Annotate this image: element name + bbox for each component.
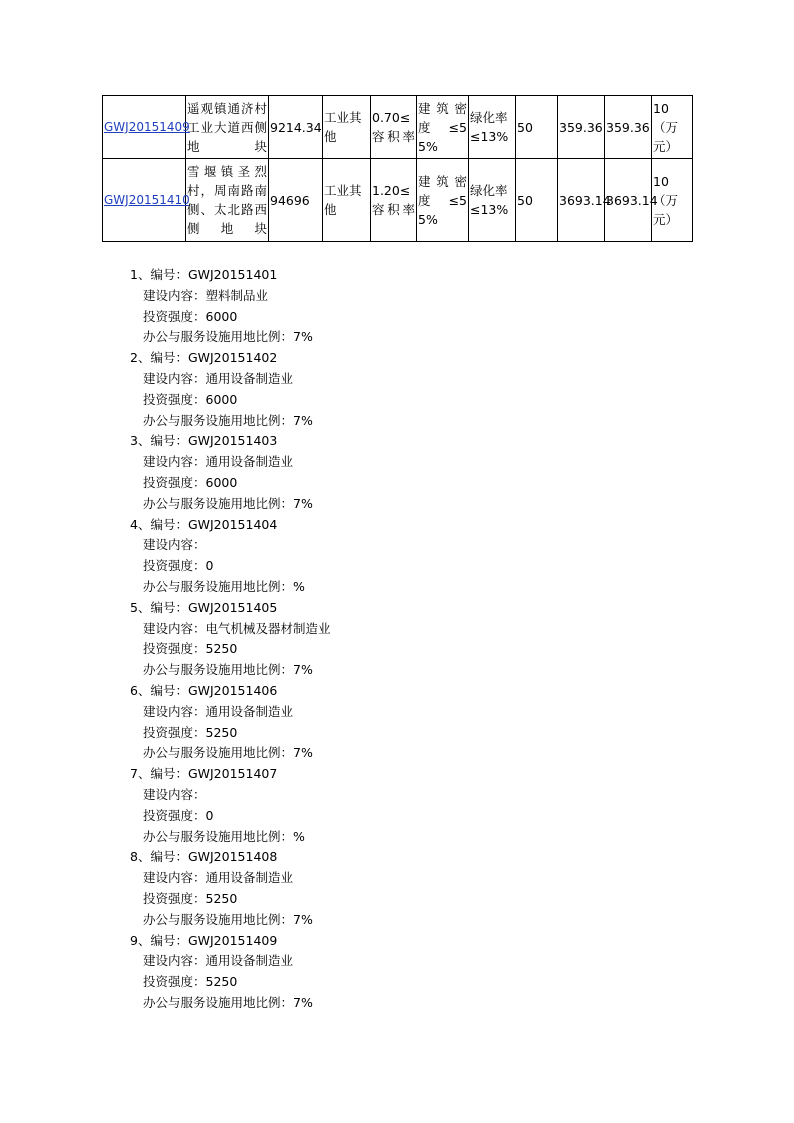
item-office-ratio: 办公与服务设施用地比例：7% — [143, 412, 313, 428]
parcel-code-cell[interactable] — [103, 96, 190, 159]
item-content: 建设内容：电气机械及器材制造业 — [143, 620, 331, 636]
item-code: 2、编号：GWJ20151402 — [130, 350, 278, 366]
parcel-density: 建筑密度≤55% — [417, 96, 469, 159]
parcel-code-link[interactable]: GWJ20151410 — [104, 193, 190, 207]
item-content: 建设内容：塑料制品业 — [143, 287, 269, 303]
item-office-ratio: 办公与服务设施用地比例：7% — [143, 994, 313, 1010]
parcel-location: 遥观镇通济村工业大道西侧地块 — [186, 96, 269, 159]
parcel-price: 3693.14 — [558, 159, 605, 242]
item-investment: 投资强度：0 — [143, 807, 214, 823]
item-code: 1、编号：GWJ20151401 — [130, 267, 278, 282]
item-office-ratio: 办公与服务设施用地比例：7% — [143, 745, 313, 761]
list-item — [130, 681, 331, 764]
item-investment: 投资强度：6000 — [143, 308, 238, 324]
parcel-area: 94696 — [269, 159, 323, 242]
parcel-area: 9214.34 — [269, 96, 323, 159]
item-investment: 投资强度：0 — [143, 558, 214, 574]
item-code: 6、编号：GWJ20151406 — [130, 682, 278, 698]
item-content: 建设内容：通用设备制造业 — [143, 370, 294, 386]
item-office-ratio: 办公与服务设施用地比例：% — [143, 828, 305, 844]
item-investment: 投资强度：5250 — [143, 890, 238, 906]
item-code: 4、编号：GWJ20151404 — [130, 516, 278, 532]
item-office-ratio: 办公与服务设施用地比例：7% — [143, 911, 313, 927]
table-row — [103, 159, 693, 242]
item-content: 建设内容：通用设备制造业 — [143, 703, 294, 719]
item-content: 建设内容：通用设备制造业 — [143, 454, 294, 470]
item-investment: 投资强度：5250 — [143, 724, 238, 740]
parcel-code-link[interactable]: GWJ20151409 — [104, 120, 190, 134]
item-content: 建设内容：通用设备制造业 — [143, 870, 294, 886]
item-content: 建设内容： — [143, 786, 206, 802]
item-code: 5、编号：GWJ20151405 — [130, 599, 278, 615]
item-content: 建设内容： — [143, 537, 206, 553]
item-content: 建设内容：通用设备制造业 — [143, 953, 294, 969]
parcel-details-list — [130, 265, 331, 1014]
item-office-ratio: 办公与服务设施用地比例：7% — [143, 495, 313, 511]
item-investment: 投资强度：6000 — [143, 391, 238, 407]
item-code: 3、编号：GWJ20151403 — [130, 433, 278, 449]
item-investment: 投资强度：5250 — [143, 974, 238, 990]
parcel-location: 雪堰镇圣烈村，周南路南侧、太北路西侧地块 — [186, 159, 269, 242]
parcel-price: 359.36 — [605, 96, 652, 159]
parcel-price: 359.36 — [558, 96, 605, 159]
list-item — [130, 431, 331, 514]
list-item — [130, 265, 331, 348]
parcel-years: 50 — [516, 159, 558, 242]
list-item — [130, 348, 331, 431]
table-row — [103, 96, 693, 159]
item-code: 7、编号：GWJ20151407 — [130, 766, 278, 782]
parcel-use: 工业其他 — [323, 159, 371, 242]
list-item — [130, 598, 331, 681]
parcel-table — [102, 95, 693, 242]
item-office-ratio: 办公与服务设施用地比例：% — [143, 578, 305, 594]
parcel-years: 50 — [516, 96, 558, 159]
list-item — [130, 931, 331, 1014]
parcel-plot-ratio: 1.20≤容积率 — [371, 159, 417, 242]
parcel-green-rate: 绿化率≤13% — [469, 96, 516, 159]
item-code: 9、编号：GWJ20151409 — [130, 932, 278, 948]
item-office-ratio: 办公与服务设施用地比例：7% — [143, 329, 313, 345]
item-office-ratio: 办公与服务设施用地比例：7% — [143, 662, 313, 678]
parcel-price: 3693.14 — [605, 159, 652, 242]
item-code: 8、编号：GWJ20151408 — [130, 849, 278, 865]
list-item — [130, 764, 331, 847]
item-investment: 投资强度：5250 — [143, 641, 238, 657]
parcel-density: 建筑密度≤55% — [417, 159, 469, 242]
list-item — [130, 515, 331, 598]
parcel-plot-ratio: 0.70≤容积率 — [371, 96, 417, 159]
parcel-use: 工业其他 — [323, 96, 371, 159]
item-investment: 投资强度：6000 — [143, 474, 238, 490]
parcel-deposit: 10（万元） — [652, 96, 693, 159]
parcel-green-rate: 绿化率≤13% — [469, 159, 516, 242]
parcel-code-cell[interactable] — [103, 159, 190, 242]
parcel-deposit: 10（万元） — [652, 159, 693, 242]
list-item — [130, 847, 331, 930]
